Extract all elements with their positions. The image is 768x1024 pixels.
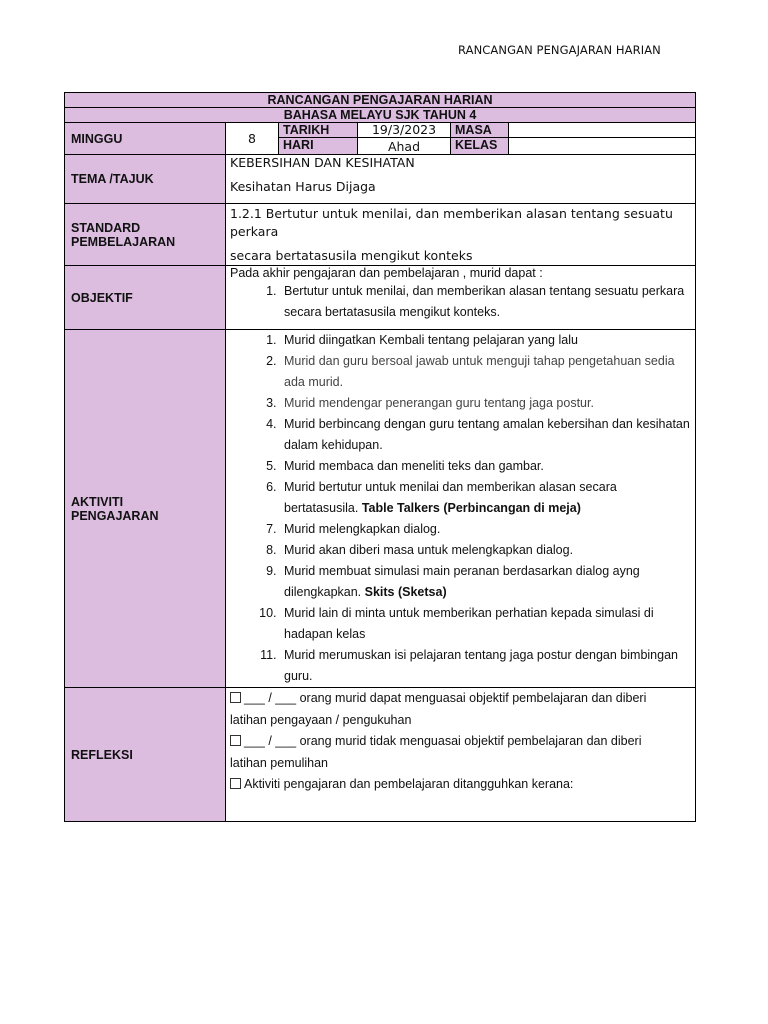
objektif-label: OBJEKTIF: [65, 266, 226, 330]
aktiviti-row: [65, 330, 696, 688]
standard-content: [226, 204, 696, 266]
refleksi-line-1a-text: ___ / ___ orang murid dapat menguasai objektif pembelajaran dan diberi: [244, 691, 647, 705]
refleksi-line-3-text: Aktiviti pengajaran dan pembelajaran ditangguhkan kerana:: [244, 777, 574, 791]
aktiviti-item: [280, 519, 691, 540]
standard-label-line-2: PEMBELAJARAN: [71, 234, 176, 249]
aktiviti-item-text: Murid lain di minta untuk memberikan perhatian kepada simulasi di hadapan kelas: [284, 606, 654, 641]
standard-label: [65, 204, 226, 266]
tarikh-value: 19/3/2023: [358, 123, 451, 138]
aktiviti-item: [280, 414, 691, 456]
tema-line-1: KEBERSIHAN DAN KESIHATAN: [230, 155, 415, 170]
hari-value: Ahad: [358, 138, 451, 155]
aktiviti-item: [280, 477, 691, 519]
aktiviti-item-text: Murid merumuskan isi pelajaran tentang jaga postur dengan bimbingan guru.: [284, 648, 678, 683]
aktiviti-label-line-2: PENGAJARAN: [71, 508, 159, 523]
minggu-value: 8: [226, 123, 279, 155]
refleksi-content: [226, 688, 696, 822]
aktiviti-item: [280, 540, 691, 561]
aktiviti-item: [280, 645, 691, 687]
aktiviti-item-technique: Skits (Sketsa): [364, 585, 447, 599]
objektif-intro: Pada akhir pengajaran dan pembelajaran , murid dapat :: [230, 266, 543, 280]
aktiviti-item-text: Murid melengkapkan dialog.: [284, 522, 441, 536]
aktiviti-item-technique: Table Talkers (Perbincangan di meja): [361, 501, 581, 515]
checkbox-icon[interactable]: [230, 735, 241, 746]
lesson-plan-table: [64, 92, 696, 822]
minggu-label: MINGGU: [65, 123, 226, 155]
aktiviti-item: [280, 330, 691, 351]
refleksi-label: REFLEKSI: [65, 688, 226, 822]
tema-label: TEMA /TAJUK: [65, 155, 226, 204]
kelas-value: [509, 138, 696, 155]
aktiviti-item-text: Murid mendengar penerangan guru tentang jaga postur.: [284, 396, 594, 410]
aktiviti-item-text: Murid berbincang dengan guru tentang amalan kebersihan dan kesihatan dalam kehidupan.: [284, 417, 690, 452]
standard-line-2: secara bertatasusila mengikut konteks: [230, 248, 473, 263]
refleksi-line-2a: [230, 731, 691, 753]
refleksi-line-2a-text: ___ / ___ orang murid tidak menguasai objektif pembelajaran dan diberi: [244, 734, 642, 748]
aktiviti-item-text: Murid diingatkan Kembali tentang pelajaran yang lalu: [284, 333, 578, 347]
objektif-item: 1. Bertutur untuk menilai, dan memberikan alasan tentang sesuatu perkara secara bertatasusila mengikut konteks.: [280, 281, 691, 323]
aktiviti-list: [230, 330, 691, 687]
aktiviti-item-text: Murid akan diberi masa untuk melengkapkan dialog.: [284, 543, 574, 557]
standard-line-1: 1.2.1 Bertutur untuk menilai, dan memberikan alasan tentang sesuatu perkara: [230, 206, 673, 239]
aktiviti-item-text: Murid membuat simulasi main peranan berdasarkan dialog ayng dilengkapkan.: [284, 564, 640, 599]
refleksi-line-2b: latihan pemulihan: [230, 755, 328, 770]
tema-content: [226, 155, 696, 204]
aktiviti-item-text: Murid membaca dan meneliti teks dan gambar.: [284, 459, 544, 473]
aktiviti-item: [280, 561, 691, 603]
title-row-2: [65, 108, 696, 123]
tema-line-2: Kesihatan Harus Dijaga: [230, 179, 376, 194]
title-row-1: [65, 93, 696, 108]
objektif-row: [65, 266, 696, 330]
minggu-row: [65, 123, 696, 138]
aktiviti-item: [280, 603, 691, 645]
checkbox-icon[interactable]: [230, 692, 241, 703]
aktiviti-item-text: Murid bertutur untuk menilai dan memberikan alasan secara bertatasusila.: [284, 480, 617, 515]
aktiviti-label: [65, 330, 226, 688]
standard-label-line-1: STANDARD: [71, 220, 141, 235]
plan-subtitle: BAHASA MELAYU SJK TAHUN 4: [65, 108, 696, 123]
tarikh-label: TARIKH: [279, 123, 358, 138]
refleksi-line-1b: latihan pengayaan / pengukuhan: [230, 712, 412, 727]
refleksi-line-3: [230, 774, 691, 796]
aktiviti-item: [280, 351, 691, 393]
tema-row: [65, 155, 696, 204]
hari-label: HARI: [279, 138, 358, 155]
masa-value: [509, 123, 696, 138]
page-header: RANCANGAN PENGAJARAN HARIAN: [458, 43, 661, 57]
kelas-label: KELAS: [451, 138, 509, 155]
aktiviti-item: [280, 456, 691, 477]
aktiviti-content: [226, 330, 696, 688]
refleksi-line-1a: [230, 688, 691, 710]
standard-row: [65, 204, 696, 266]
aktiviti-item-text: Murid dan guru bersoal jawab untuk menguji tahap pengetahuan sedia ada murid.: [284, 354, 675, 389]
aktiviti-item: [280, 393, 691, 414]
refleksi-row: [65, 688, 696, 822]
checkbox-icon[interactable]: [230, 778, 241, 789]
plan-title: RANCANGAN PENGAJARAN HARIAN: [65, 93, 696, 108]
objektif-content: [226, 266, 696, 330]
aktiviti-label-line-1: AKTIVITI: [71, 494, 124, 509]
objektif-list: [230, 281, 691, 323]
masa-label: MASA: [451, 123, 509, 138]
